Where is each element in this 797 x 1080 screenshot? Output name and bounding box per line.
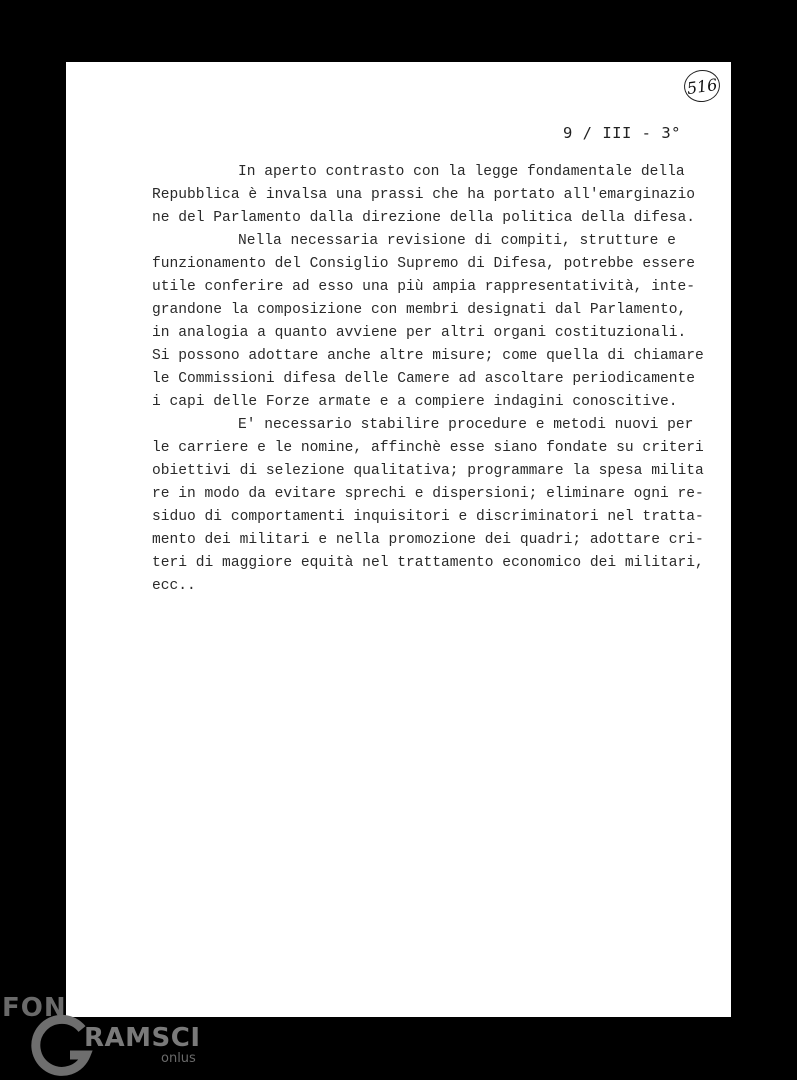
text-line: Si possono adottare anche altre misure; come quella di chiamare (152, 348, 704, 364)
text-line: grandone la composizione con membri designati dal Parlamento, (152, 302, 687, 318)
text-line: utile conferire ad esso una più ampia rappresentatività, inte- (152, 279, 695, 295)
text-line: le Commissioni difesa delle Camere ad ascoltare periodicamente (152, 371, 695, 387)
text-line: E' necessario stabilire procedure e metodi nuovi per (238, 417, 694, 433)
text-line: mento dei militari e nella promozione dei quadri; adottare cri- (152, 532, 704, 548)
text-line: Repubblica è invalsa una prassi che ha portato all'emarginazio (152, 187, 695, 203)
text-line: In aperto contrasto con la legge fondamentale della (238, 164, 685, 180)
text-line: ne del Parlamento dalla direzione della politica della difesa. (152, 210, 695, 226)
archive-number: 516 (685, 74, 719, 98)
text-line: siduo di comportamenti inquisitori e discriminatori nel tratta- (152, 509, 704, 525)
text-line: in analogia a quanto avviene per altri organi costituzionali. (152, 325, 687, 341)
text-line: ecc.. (152, 578, 196, 594)
text-line: i capi delle Forze armate e a compiere indagini conoscitive. (152, 394, 678, 410)
archive-number-stamp (682, 68, 722, 105)
text-line: teri di maggiore equità nel trattamento economico dei militari, (152, 555, 704, 571)
watermark-text-fon: FON (2, 993, 67, 1023)
watermark-text-onlus: onlus (161, 1051, 196, 1066)
text-line: funzionamento del Consiglio Supremo di Difesa, potrebbe essere (152, 256, 695, 272)
text-line: re in modo da evitare sprechi e dispersioni; eliminare ogni re- (152, 486, 704, 502)
watermark-text-ramsci: RAMSCI (84, 1023, 201, 1053)
text-line: obiettivi di selezione qualitativa; programmare la spesa milita (152, 463, 704, 479)
fondazione-gramsci-watermark (0, 985, 230, 1080)
document-page (66, 62, 731, 1017)
page-reference: 9 / III - 3° (563, 124, 681, 142)
text-line: le carriere e le nomine, affinchè esse siano fondate su criteri (152, 440, 704, 456)
text-line: Nella necessaria revisione di compiti, strutture e (238, 233, 676, 249)
